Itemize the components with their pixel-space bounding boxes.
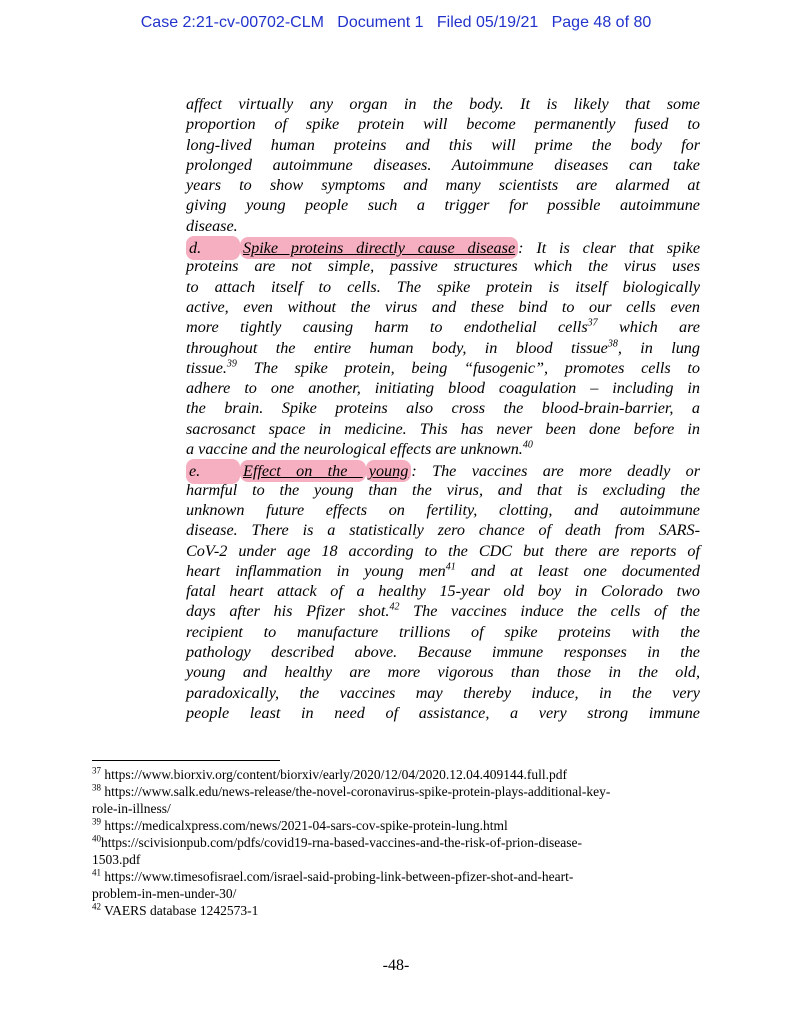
text-line: adhere to one another, initiating blood coagulation – including in — [186, 379, 700, 398]
item-e-first-text: : The vaccines are more deadly or — [411, 462, 700, 481]
footnote-ref-42: 42 — [389, 602, 400, 614]
text-line: people least in need of assistance, a very strong immune — [186, 703, 700, 722]
text-span: more tightly causing harm to endothelial cells — [186, 318, 588, 337]
text-line: unknown future effects on fertility, clotting, and autoimmune — [186, 500, 700, 519]
footnote-link[interactable]: https://scivisionpub.com/pdfs/covid19-rna-based-vaccines-and-the-risk-of-prion-disease- — [101, 835, 582, 850]
footnote-37 — [92, 766, 702, 783]
case-header: Case 2:21-cv-00702-CLM Document 1 Filed 05/19/21 Page 48 of 80 — [140, 14, 652, 31]
item-e-heading: Effect on the — [240, 460, 366, 482]
text-line: fatal heart attack of a healthy 15-year old boy in Colorado two — [186, 582, 700, 601]
text-line: disease. — [186, 216, 238, 235]
text-line: prolonged autoimmune diseases. Autoimmune diseases can take — [186, 155, 700, 174]
footnote-38 — [92, 783, 702, 817]
text-line: young and healthy are more vigorous than those in the old, — [186, 663, 700, 682]
item-d-first-text: : It is clear that spike — [518, 239, 700, 258]
item-d-heading-line — [186, 236, 700, 256]
footnote-ref-39: 39 — [226, 358, 237, 370]
text-span: throughout the entire human body, in blood tissue — [186, 338, 608, 357]
text-span: which are — [597, 318, 700, 337]
footnote-ref-37: 37 — [587, 317, 598, 329]
text-line: recipient to manufacture trillions of spike proteins with the — [186, 622, 700, 641]
item-d-label: d. — [186, 236, 240, 260]
footnote-40 — [92, 834, 702, 868]
text-line — [186, 439, 700, 459]
text-line — [186, 561, 700, 581]
text-line: years to show symptoms and many scientists are alarmed at — [186, 176, 700, 195]
text-line: proteins are not simple, passive structures which the virus uses — [186, 257, 700, 276]
text-span: heart inflammation in young men — [186, 561, 446, 580]
footnote-link-cont[interactable]: role-in-illness/ — [92, 801, 171, 816]
footnote-39 — [92, 817, 702, 834]
text-line — [186, 358, 700, 378]
text-line: active, even without the virus and these bind to our cells even — [186, 297, 700, 316]
footnote-link[interactable]: https://www.timesofisrael.com/israel-said-probing-link-between-pfizer-shot-and-heart- — [104, 869, 574, 884]
text-line — [186, 317, 700, 337]
text-span: The vaccines induce the cells of the — [399, 602, 700, 621]
item-d-heading: Spike proteins directly cause disease — [240, 237, 518, 259]
text-line: affect virtually any organ in the body. It is likely that some — [186, 95, 700, 113]
footnote-number: 37 — [92, 765, 101, 776]
footnote-ref-40: 40 — [522, 439, 533, 451]
text-span: and at least one documented — [455, 561, 701, 580]
text-span: , in lung — [617, 338, 700, 357]
footnote-link[interactable]: https://medicalxpress.com/news/2021-04-sars-cov-spike-protein-lung.html — [104, 818, 508, 833]
footnote-41 — [92, 868, 702, 902]
text-line — [186, 601, 700, 621]
footnotes — [92, 766, 702, 919]
text-span: The spike protein, being “fusogenic”, promotes cells to — [236, 358, 700, 377]
text-line: long-lived human proteins and this will prime the body for — [186, 135, 700, 154]
text-line: paradoxically, the vaccines may thereby induce, in the very — [186, 683, 700, 702]
footnote-text: VAERS database 1242573-1 — [104, 903, 259, 918]
page-number: -48- — [382, 957, 410, 974]
footnote-link[interactable]: https://www.biorxiv.org/content/biorxiv/early/2020/12/04/2020.12.04.409144.full.pdf — [104, 767, 567, 782]
footnote-link-cont[interactable]: 1503.pdf — [92, 852, 141, 867]
text-span: days after his Pfizer shot. — [186, 602, 390, 621]
footnote-number: 42 — [92, 901, 101, 912]
item-e-label: e. — [186, 459, 240, 483]
footnote-42 — [92, 902, 702, 919]
body-text — [186, 94, 700, 723]
item-e-heading-young: young — [366, 460, 412, 482]
footnote-ref-38: 38 — [607, 338, 618, 350]
footnote-number: 40 — [92, 833, 101, 844]
text-line: CoV-2 under age 18 according to the CDC but there are reports of — [186, 541, 700, 560]
text-line: to attach itself to cells. The spike protein is itself biologically — [186, 277, 700, 296]
text-span: a vaccine and the neurological effects are unknown. — [186, 440, 523, 459]
footnote-number: 38 — [92, 782, 101, 793]
footnote-ref-41: 41 — [445, 561, 456, 573]
text-span: tissue. — [186, 358, 227, 377]
text-line: proportion of spike protein will become permanently fused to — [186, 115, 700, 134]
text-line: disease. There is a statistically zero chance of death from SARS- — [186, 521, 700, 540]
text-line: giving young people such a trigger for possible autoimmune — [186, 196, 700, 215]
text-line — [186, 338, 700, 358]
footnote-number: 39 — [92, 816, 101, 827]
item-e-heading-line — [186, 459, 700, 479]
text-line: pathology described above. Because immune responses in the — [186, 643, 700, 662]
text-line: harmful to the young than the virus, and that is excluding the — [186, 480, 700, 499]
footnote-divider — [92, 760, 280, 761]
footnote-link[interactable]: https://www.salk.edu/news-release/the-novel-coronavirus-spike-protein-plays-additional-key- — [104, 784, 611, 799]
text-line: sacrosanct space in medicine. This has never been done before in — [186, 419, 700, 438]
footnote-number: 41 — [92, 867, 101, 878]
text-line: the brain. Spike proteins also cross the blood-brain-barrier, a — [186, 399, 700, 418]
footnote-link-cont[interactable]: problem-in-men-under-30/ — [92, 886, 237, 901]
